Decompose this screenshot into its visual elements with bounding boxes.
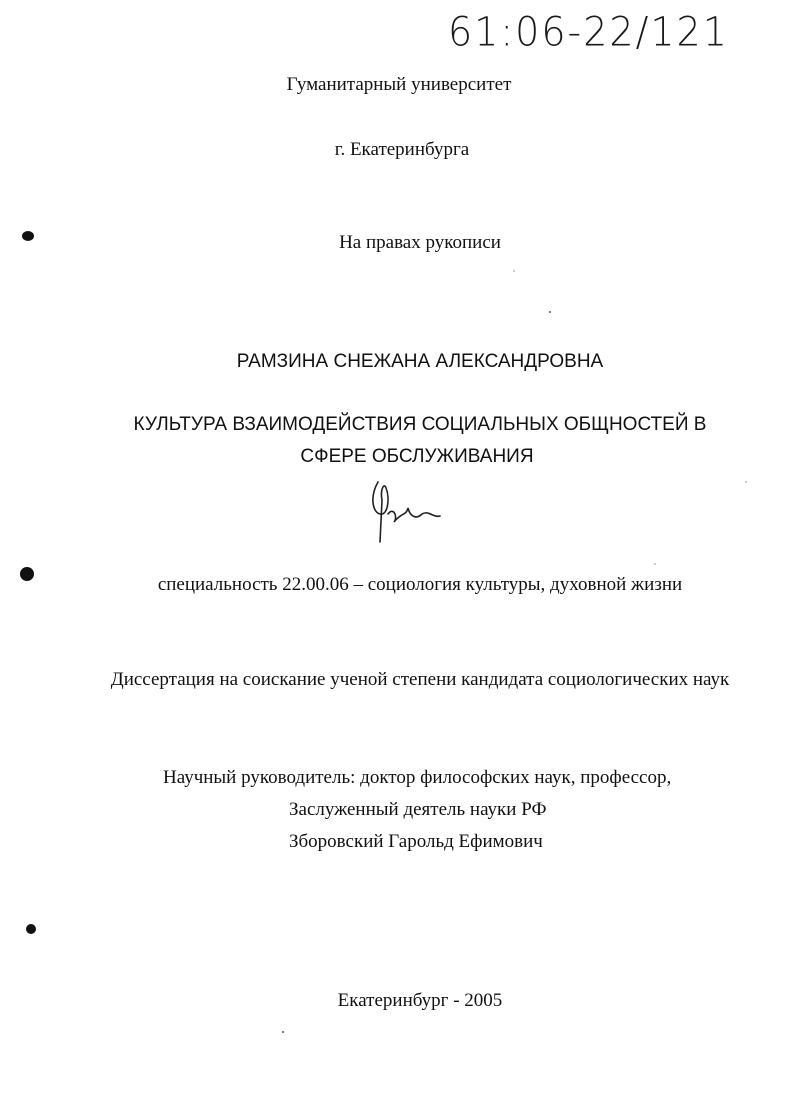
place-and-year: Екатеринбург - 2005 (337, 990, 503, 1011)
scan-speck (745, 481, 747, 483)
archive-code-handwritten: 61:06-22/121 (448, 8, 729, 56)
scan-speck (282, 1031, 284, 1033)
scan-speck (654, 563, 656, 565)
signature-mark (366, 478, 444, 544)
supervisor-line-3: Зборовский Гарольд Ефимович (289, 831, 543, 852)
punch-hole-mark (22, 231, 34, 241)
scan-speck (549, 311, 551, 313)
specialty-line: специальность 22.00.06 – социология культуры, духовной жизни (157, 574, 683, 595)
university-name: Гуманитарный университет (286, 74, 512, 95)
punch-hole-mark (26, 924, 36, 934)
dissertation-title-line-2: СФЕРЕ ОБСЛУЖИВАНИЯ (300, 446, 534, 467)
dissertation-title-line-1: КУЛЬТУРА ВЗАИМОДЕЙСТВИЯ СОЦИАЛЬНЫХ ОБЩНОСТЕЙ В (133, 414, 707, 435)
city-name: г. Екатеринбурга (334, 139, 470, 160)
supervisor-line-2: Заслуженный деятель науки РФ (289, 799, 547, 820)
scan-speck (513, 270, 515, 272)
supervisor-line-1: Научный руководитель: доктор философских наук, профессор, (163, 767, 672, 788)
author-name: РАМЗИНА СНЕЖАНА АЛЕКСАНДРОВНА (236, 351, 604, 372)
manuscript-rights-note: На правах рукописи (339, 232, 501, 253)
degree-line: Диссертация на соискание ученой степени кандидата социологических наук (110, 669, 730, 690)
punch-hole-mark (20, 567, 34, 581)
